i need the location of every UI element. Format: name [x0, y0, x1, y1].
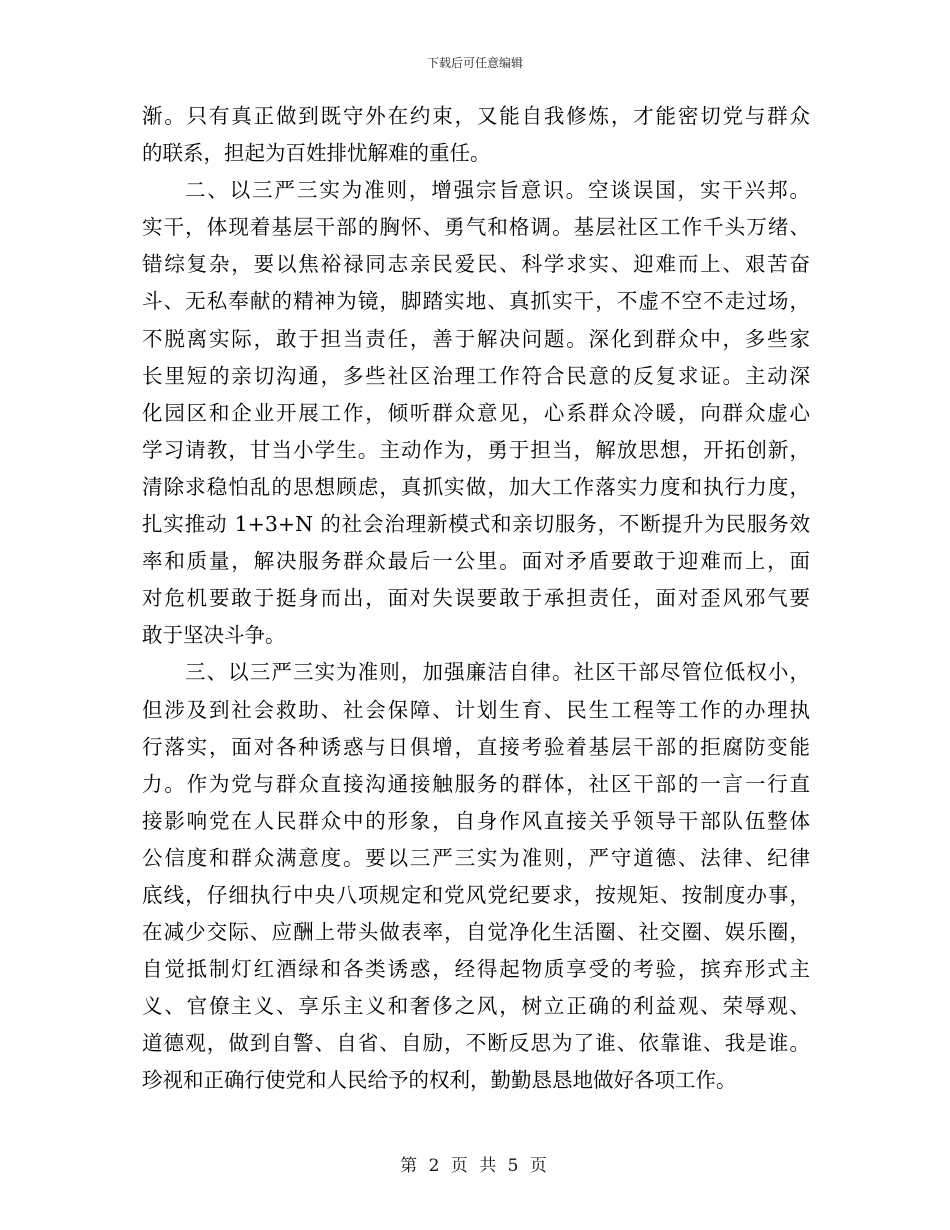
text-line: 实干，体现着基层干部的胸怀、勇气和格调。基层社区工作千头万绪、 [142, 215, 810, 240]
text-line: 学习请教，甘当小学生。主动作为，勇于担当，解放思想，开拓创新， [142, 437, 810, 462]
text-line: 三、以三严三实为准则，加强廉洁自律。社区干部尽管位低权小， [185, 660, 810, 685]
text-line: 道德观，做到自警、自省、自励，不断反思为了谁、依靠谁、我是谁。 [142, 1031, 810, 1056]
text-line: 二、以三严三实为准则，增强宗旨意识。空谈误国，实干兴邦。 [185, 178, 810, 203]
text-line: 错综复杂，要以焦裕禄同志亲民爱民、科学求实、迎难而上、艰苦奋 [142, 252, 810, 277]
text-line: 敢于坚决斗争。 [142, 623, 286, 648]
text-line: 自觉抵制灯红酒绿和各类诱惑，经得起物质享受的考验，摈弃形式主 [142, 957, 810, 982]
text-line: 斗、无私奉献的精神为镜，脚踏实地、真抓实干，不虚不空不走过场， [142, 289, 810, 314]
text-line: 在减少交际、应酬上带头做表率，自觉净化生活圈、社交圈、娱乐圈， [142, 920, 810, 945]
text-line: 接影响党在人民群众中的形象，自身作风直接关乎领导干部队伍整体 [142, 808, 810, 833]
text-line: 化园区和企业开展工作，倾听群众意见，心系群众冷暖，向群众虚心 [142, 400, 810, 425]
text-line: 的联系，担起为百姓排忧解难的重任。 [142, 141, 491, 166]
text-line: 清除求稳怕乱的思想顾虑，真抓实做，加大工作落实力度和执行力度， [142, 474, 810, 499]
text-line: 率和质量，解决服务群众最后一公里。面对矛盾要敢于迎难而上，面 [142, 549, 810, 574]
text-line: 公信度和群众满意度。要以三严三实为准则，严守道德、法律、纪律 [142, 845, 810, 870]
paragraph-2 [142, 172, 810, 654]
text-line: 对危机要敢于挺身而出，面对失误要敢于承担责任，面对歪风邪气要 [142, 586, 810, 611]
text-line: 但涉及到社会救助、社会保障、计划生育、民生工程等工作的办理执 [142, 697, 810, 722]
page-footer: 第 2 页 共 5 页 [400, 1156, 550, 1176]
text-line: 长里短的亲切沟通，多些社区治理工作符合民意的反复求证。主动深 [142, 363, 810, 388]
paragraph-3 [142, 654, 810, 1099]
text-line: 珍视和正确行使党和人民给予的权利，勤勤恳恳地做好各项工作。 [142, 1068, 737, 1093]
page-header: 下载后可任意编辑 [426, 56, 523, 70]
text-line: 义、官僚主义、享乐主义和奢侈之风，树立正确的利益观、荣辱观、 [142, 994, 810, 1019]
text-line: 力。作为党与群众直接沟通接触服务的群体，社区干部的一言一行直 [142, 771, 810, 796]
text-line: 不脱离实际，敢于担当责任，善于解决问题。深化到群众中，多些家 [142, 326, 810, 351]
paragraph-1 [142, 98, 810, 172]
document-body [142, 98, 810, 1100]
text-line: 扎实推动 1+3+N 的社会治理新模式和亲切服务，不断提升为民服务效 [142, 512, 810, 537]
text-line: 底线，仔细执行中央八项规定和党风党纪要求，按规矩、按制度办事， [142, 882, 810, 907]
text-line: 行落实，面对各种诱惑与日俱增，直接考验着基层干部的拒腐防变能 [142, 734, 810, 759]
text-line: 渐。只有真正做到既守外在约束，又能自我修炼，才能密切党与群众 [142, 104, 810, 128]
